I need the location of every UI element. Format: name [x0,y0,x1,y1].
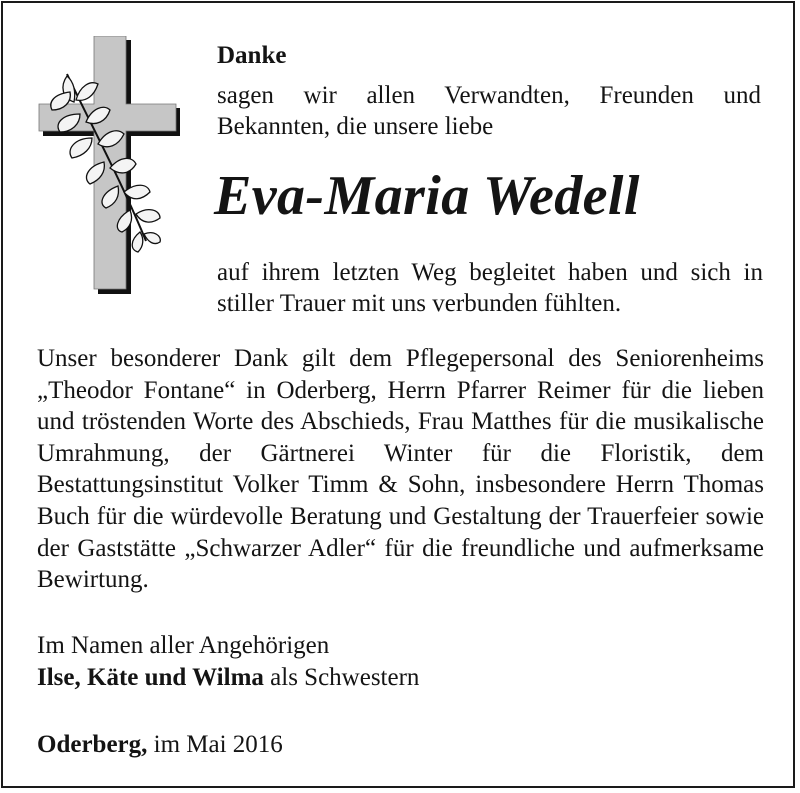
signoff-block [37,630,419,694]
signers-line [37,662,419,694]
place-date-line [37,729,283,761]
signers-relation: als Schwestern [270,664,420,691]
intro-text: sagen wir allen Verwandten, Freunden und Bekannten, die unsere liebe [217,82,761,140]
outro-text: auf ihrem letzten Weg begleitet haben und sich in stiller Trauer mit uns verbunden fühlten. [217,259,763,317]
deceased-name: Eva-Maria Wedell [214,165,640,227]
signers-names: Ilse, Käte und Wilma [37,664,264,691]
notice-heading: Danke [217,42,287,69]
place-name: Oderberg, [37,731,148,758]
on-behalf-line: Im Namen aller Angehörigen [37,632,330,659]
thanks-paragraph: Unser besonderer Dank gilt dem Pflegepersonal des Seniorenheims „Theodor Fontane“ in Oderberg, Herrn Pfarrer Reimer für die lieben und tröstenden Worte des Abschieds, Frau Matthes für die musikalische Umrahmung, der Gärtnerei Winter für die Floristik, dem Bestattungsinstitut Volker Timm & Sohn, insbesondere Herrn Thomas Buch für die würdevolle Beratung und Gestaltung der Trauerfeier sowie der Gaststätte „Schwarzer Adler“ für die freundliche und aufmerksame Bewirtung. [37,345,764,594]
date-text: im Mai 2016 [153,731,283,758]
cross-with-palm-branch-icon [34,36,184,298]
